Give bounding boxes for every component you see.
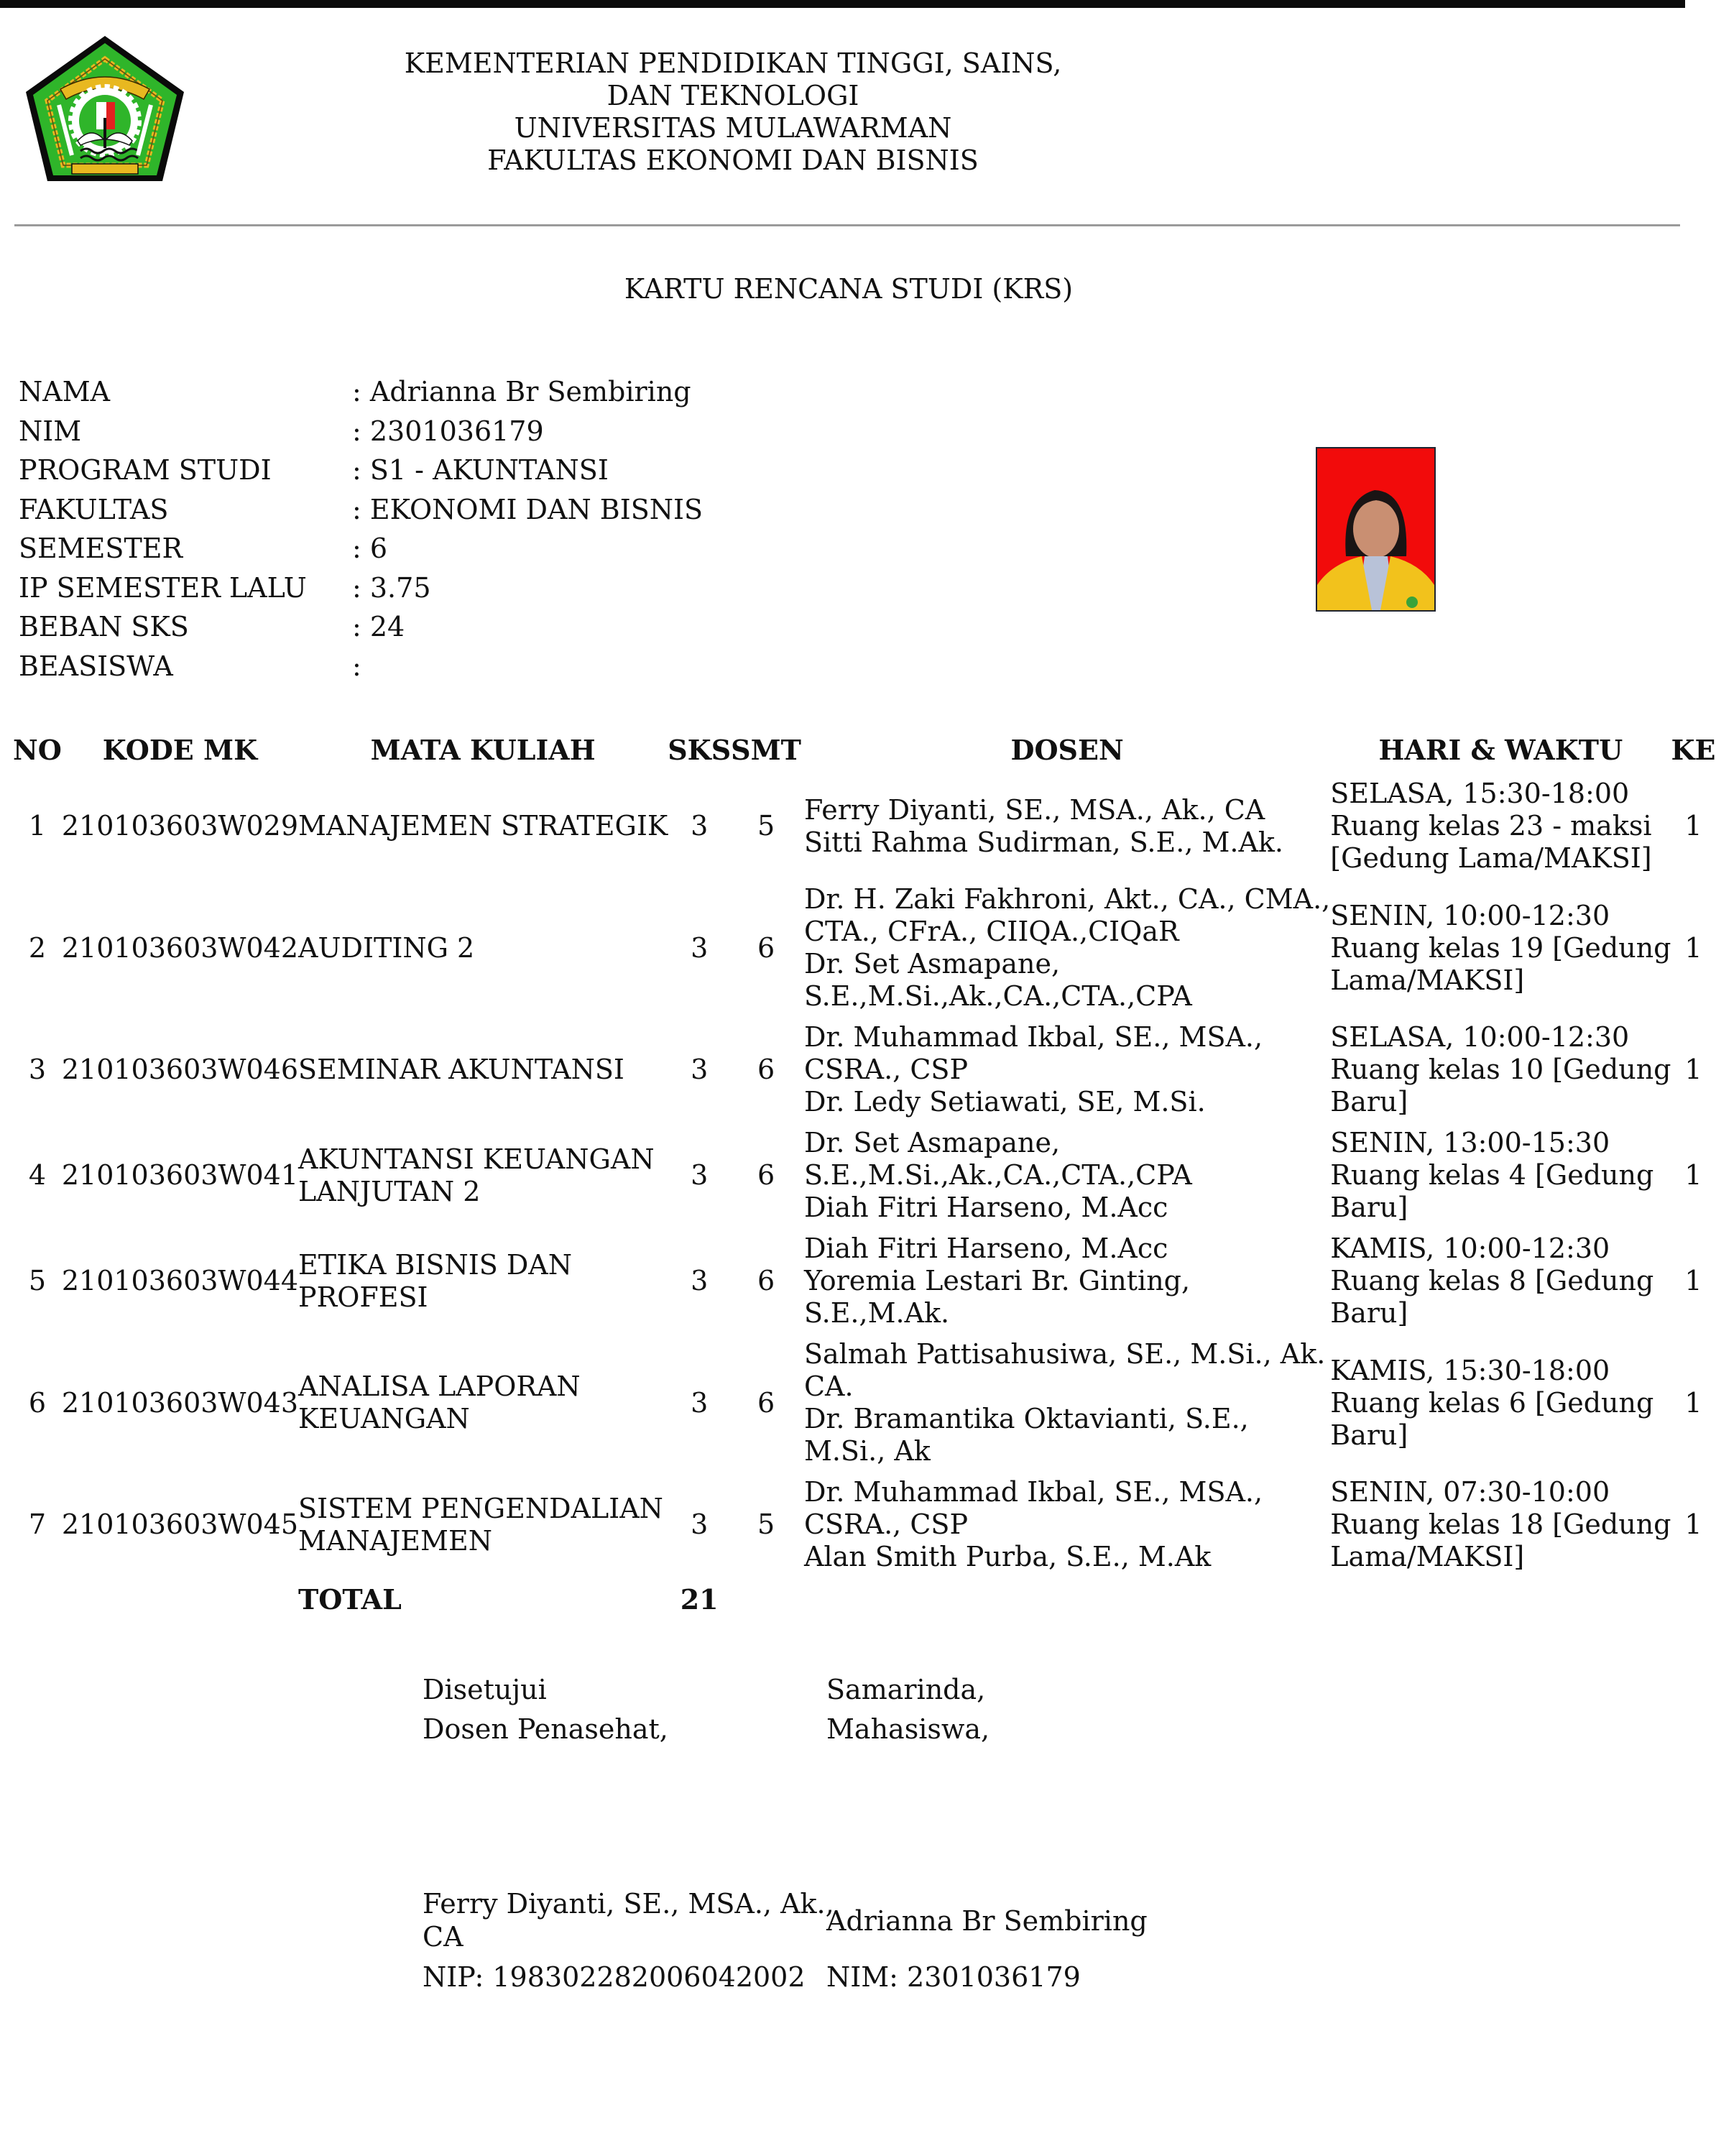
mata-kuliah-line: PROFESI bbox=[298, 1281, 428, 1313]
cell-kode: 210103603W046 bbox=[61, 1054, 299, 1085]
cell-ke: 1 bbox=[1684, 931, 1702, 964]
info-value: : bbox=[352, 650, 361, 682]
info-value: : EKONOMI DAN BISNIS bbox=[352, 493, 704, 525]
cell-kode: 210103603W029 bbox=[61, 810, 299, 842]
info-value: : Adrianna Br Sembiring bbox=[352, 376, 691, 407]
cell-mata-kuliah bbox=[298, 1017, 668, 1123]
table-row bbox=[13, 1472, 1716, 1577]
empty-cell bbox=[731, 1577, 801, 1621]
empty-cell bbox=[1330, 1577, 1671, 1621]
hari-waktu-line: Ruang kelas 23 - maksi bbox=[1330, 810, 1652, 842]
empty-cell bbox=[801, 1577, 1330, 1621]
dosen-line: Dr. Bramantika Oktavianti, S.E., bbox=[803, 1403, 1249, 1434]
cell-sks: 3 bbox=[691, 810, 709, 842]
dosen-line: Sitti Rahma Sudirman, S.E., M.Ak. bbox=[803, 826, 1284, 858]
mata-kuliah-line: MANAJEMEN bbox=[298, 1524, 492, 1557]
dosen-line: CSRA., CSP bbox=[803, 1508, 969, 1540]
university-crest-icon bbox=[22, 33, 188, 194]
cell-dosen bbox=[801, 773, 1330, 879]
student-portrait-icon bbox=[1317, 448, 1434, 610]
dosen-line: Dr. Muhammad Ikbal, SE., MSA., bbox=[803, 1021, 1263, 1053]
cell-mata-kuliah bbox=[298, 1228, 668, 1334]
hari-waktu-line: [Gedung Lama/MAKSI] bbox=[1330, 842, 1652, 874]
total-sks: 21 bbox=[680, 1583, 719, 1616]
cell-smt: 5 bbox=[757, 810, 775, 842]
dosen-line: M.Si., Ak bbox=[803, 1435, 931, 1467]
cell-mata-kuliah bbox=[298, 879, 668, 1017]
hari-waktu-line: Ruang kelas 4 [Gedung bbox=[1330, 1159, 1654, 1191]
cell-sks: 3 bbox=[691, 1508, 709, 1540]
cell-smt: 6 bbox=[757, 1386, 775, 1419]
cell-mata-kuliah bbox=[298, 1472, 668, 1577]
cell-kode: 210103603W041 bbox=[61, 1159, 299, 1191]
cell-hari-waktu bbox=[1330, 1472, 1671, 1577]
info-value: : 2301036179 bbox=[352, 415, 544, 447]
cell-ke: 1 bbox=[1684, 1508, 1702, 1540]
cell-no: 2 bbox=[28, 931, 47, 964]
signature-student-heading bbox=[826, 1670, 990, 1749]
cell-mata-kuliah bbox=[298, 773, 668, 879]
info-label: NAMA bbox=[19, 376, 111, 407]
header-line-ministry-cont: DAN TEKNOLOGI bbox=[606, 80, 859, 111]
info-label: BEBAN SKS bbox=[19, 611, 189, 642]
mata-kuliah-line: ANALISA LAPORAN bbox=[298, 1370, 581, 1402]
col-header-sks: SKS bbox=[668, 733, 732, 766]
cell-dosen bbox=[801, 879, 1330, 1017]
hari-waktu-line: SENIN, 13:00-15:30 bbox=[1330, 1127, 1610, 1158]
cell-dosen bbox=[801, 1472, 1330, 1577]
table-header-row bbox=[13, 726, 1716, 773]
total-row bbox=[13, 1577, 1716, 1621]
hari-waktu-line: Lama/MAKSI] bbox=[1330, 964, 1525, 996]
table-row bbox=[13, 773, 1716, 879]
cell-dosen bbox=[801, 1017, 1330, 1123]
col-header-ke: KE bbox=[1671, 733, 1716, 766]
hari-waktu-line: Ruang kelas 6 [Gedung bbox=[1330, 1386, 1654, 1419]
krs-table bbox=[13, 726, 1716, 1621]
dosen-line: Dr. Set Asmapane, bbox=[803, 948, 1061, 980]
student-photo bbox=[1316, 447, 1436, 612]
mata-kuliah-line: ETIKA BISNIS DAN bbox=[298, 1248, 572, 1281]
cell-hari-waktu bbox=[1330, 879, 1671, 1017]
table-row bbox=[13, 1017, 1716, 1123]
dosen-line: S.E.,M.Si.,Ak.,CA.,CTA.,CPA bbox=[803, 980, 1192, 1012]
mata-kuliah-line: KEUANGAN bbox=[298, 1403, 470, 1434]
table-row bbox=[13, 1334, 1716, 1472]
empty-cell bbox=[62, 1577, 298, 1621]
mata-kuliah-line: SISTEM PENGENDALIAN bbox=[298, 1492, 663, 1524]
signature-advisor-heading bbox=[423, 1670, 668, 1749]
advisor-name bbox=[423, 1887, 834, 1953]
institution-header bbox=[402, 47, 1064, 177]
cell-hari-waktu bbox=[1330, 1334, 1671, 1472]
hari-waktu-line: Baru] bbox=[1330, 1297, 1408, 1329]
cell-smt: 6 bbox=[757, 1054, 775, 1085]
col-header-hari-waktu: HARI & WAKTU bbox=[1378, 733, 1623, 766]
dosen-line: Dr. H. Zaki Fakhroni, Akt., CA., CMA., bbox=[803, 883, 1331, 915]
cell-sks: 3 bbox=[691, 1386, 709, 1419]
dosen-line: S.E.,M.Si.,Ak.,CA.,CTA.,CPA bbox=[803, 1159, 1192, 1191]
info-value: : 6 bbox=[352, 533, 388, 564]
table-row bbox=[13, 879, 1716, 1017]
cell-no: 3 bbox=[28, 1054, 47, 1085]
col-header-kode: KODE MK bbox=[102, 733, 258, 766]
student-name: Adrianna Br Sembiring bbox=[826, 1905, 1148, 1937]
cell-dosen bbox=[801, 1334, 1330, 1472]
dosen-line: Ferry Diyanti, SE., MSA., Ak., CA bbox=[803, 793, 1265, 826]
info-value: : 24 bbox=[352, 611, 405, 642]
cell-hari-waktu bbox=[1330, 1017, 1671, 1123]
hari-waktu-line: SELASA, 15:30-18:00 bbox=[1330, 778, 1630, 809]
info-label: SEMESTER bbox=[19, 533, 183, 564]
advisor-name-line: Ferry Diyanti, SE., MSA., Ak., bbox=[423, 1888, 834, 1920]
hari-waktu-line: Baru] bbox=[1330, 1192, 1408, 1223]
cell-smt: 6 bbox=[757, 1159, 775, 1191]
hari-waktu-line: SENIN, 07:30-10:00 bbox=[1330, 1476, 1610, 1508]
hari-waktu-line: SENIN, 10:00-12:30 bbox=[1330, 899, 1610, 931]
cell-no: 7 bbox=[28, 1508, 47, 1540]
place-label: Samarinda, bbox=[826, 1674, 986, 1705]
mata-kuliah-line: AUDITING 2 bbox=[298, 931, 475, 964]
dosen-line: Dr. Ledy Setiawati, SE, M.Si. bbox=[803, 1086, 1206, 1118]
approved-label: Disetujui bbox=[423, 1674, 547, 1705]
student-role-label: Mahasiswa, bbox=[826, 1713, 990, 1745]
hari-waktu-line: Ruang kelas 18 [Gedung bbox=[1330, 1508, 1671, 1540]
cell-no: 4 bbox=[28, 1159, 47, 1191]
dosen-line: CA. bbox=[803, 1370, 854, 1402]
hari-waktu-line: Lama/MAKSI] bbox=[1330, 1541, 1525, 1572]
dosen-line: Yoremia Lestari Br. Ginting, bbox=[803, 1265, 1191, 1296]
advisor-name-line: CA bbox=[423, 1921, 463, 1953]
col-header-dosen: DOSEN bbox=[1010, 733, 1124, 766]
hari-waktu-line: KAMIS, 15:30-18:00 bbox=[1330, 1354, 1610, 1386]
cell-kode: 210103603W043 bbox=[61, 1386, 299, 1419]
cell-ke: 1 bbox=[1684, 1265, 1702, 1296]
cell-hari-waktu bbox=[1330, 1123, 1671, 1228]
top-bar bbox=[0, 0, 1685, 8]
student-nim: NIM: 2301036179 bbox=[826, 1961, 1081, 1993]
cell-no: 6 bbox=[28, 1386, 47, 1419]
mata-kuliah-line: SEMINAR AKUNTANSI bbox=[298, 1054, 624, 1085]
dosen-line: Alan Smith Purba, S.E., M.Ak bbox=[803, 1541, 1212, 1572]
hari-waktu-line: Baru] bbox=[1330, 1419, 1408, 1451]
cell-ke: 1 bbox=[1684, 1159, 1702, 1191]
header-line-ministry: KEMENTERIAN PENDIDIKAN TINGGI, SAINS, bbox=[404, 47, 1062, 79]
col-header-smt: SMT bbox=[731, 733, 801, 766]
dosen-line: Salmah Pattisahusiwa, SE., M.Si., Ak. bbox=[803, 1338, 1326, 1370]
info-label: BEASISWA bbox=[19, 650, 173, 682]
header-divider bbox=[14, 224, 1680, 226]
hari-waktu-line: Ruang kelas 19 [Gedung bbox=[1330, 931, 1671, 964]
cell-sks: 3 bbox=[691, 1054, 709, 1085]
cell-no: 5 bbox=[28, 1265, 47, 1296]
dosen-line: Dr. Set Asmapane, bbox=[803, 1127, 1061, 1158]
total-label: TOTAL bbox=[298, 1583, 402, 1616]
cell-dosen bbox=[801, 1228, 1330, 1334]
cell-smt: 6 bbox=[757, 1265, 775, 1296]
header-line-faculty: FAKULTAS EKONOMI DAN BISNIS bbox=[487, 144, 979, 176]
table-row bbox=[13, 1123, 1716, 1228]
col-header-mata-kuliah: MATA KULIAH bbox=[370, 733, 596, 766]
mata-kuliah-line: AKUNTANSI KEUANGAN bbox=[298, 1143, 655, 1175]
dosen-line: Diah Fitri Harseno, M.Acc bbox=[803, 1233, 1168, 1264]
info-value: : 3.75 bbox=[352, 571, 431, 604]
cell-mata-kuliah bbox=[298, 1123, 668, 1228]
cell-ke: 1 bbox=[1684, 810, 1702, 842]
advisor-nip: NIP: 198302282006042002 bbox=[423, 1961, 806, 1993]
info-label: NIM bbox=[19, 415, 82, 447]
cell-mata-kuliah bbox=[298, 1334, 668, 1472]
cell-no: 1 bbox=[28, 810, 47, 842]
info-value: : S1 - AKUNTANSI bbox=[352, 454, 609, 486]
cell-dosen bbox=[801, 1123, 1330, 1228]
hari-waktu-line: Baru] bbox=[1330, 1086, 1408, 1118]
mata-kuliah-line: MANAJEMEN STRATEGIK bbox=[298, 810, 668, 842]
cell-smt: 6 bbox=[757, 931, 775, 964]
cell-sks: 3 bbox=[691, 1265, 709, 1296]
dosen-line: Diah Fitri Harseno, M.Acc bbox=[803, 1192, 1168, 1223]
hari-waktu-line: Ruang kelas 8 [Gedung bbox=[1330, 1265, 1654, 1296]
cell-hari-waktu bbox=[1330, 773, 1671, 879]
cell-sks: 3 bbox=[691, 931, 709, 964]
cell-kode: 210103603W045 bbox=[61, 1508, 299, 1540]
cell-sks: 3 bbox=[691, 1159, 709, 1191]
info-label: IP SEMESTER LALU bbox=[19, 571, 307, 604]
col-header-no: NO bbox=[13, 733, 62, 766]
info-label: FAKULTAS bbox=[19, 493, 169, 525]
mata-kuliah-line: LANJUTAN 2 bbox=[298, 1175, 481, 1207]
cell-hari-waktu bbox=[1330, 1228, 1671, 1334]
hari-waktu-line: KAMIS, 10:00-12:30 bbox=[1330, 1233, 1610, 1264]
table-row bbox=[13, 1228, 1716, 1334]
page-title: KARTU RENCANA STUDI (KRS) bbox=[624, 273, 1074, 305]
cell-ke: 1 bbox=[1684, 1054, 1702, 1085]
info-label: PROGRAM STUDI bbox=[19, 454, 272, 486]
cell-smt: 5 bbox=[757, 1508, 775, 1540]
cell-kode: 210103603W042 bbox=[61, 931, 299, 964]
cell-ke: 1 bbox=[1684, 1386, 1702, 1419]
empty-cell bbox=[1671, 1577, 1716, 1621]
cell-kode: 210103603W044 bbox=[61, 1265, 299, 1296]
empty-cell bbox=[13, 1577, 62, 1621]
header-line-university: UNIVERSITAS MULAWARMAN bbox=[514, 112, 952, 144]
dosen-line: Dr. Muhammad Ikbal, SE., MSA., bbox=[803, 1476, 1263, 1508]
hari-waktu-line: Ruang kelas 10 [Gedung bbox=[1330, 1054, 1671, 1085]
hari-waktu-line: SELASA, 10:00-12:30 bbox=[1330, 1021, 1630, 1053]
dosen-line: CTA., CFrA., CIIQA.,CIQaR bbox=[803, 916, 1179, 947]
dosen-line: CSRA., CSP bbox=[803, 1054, 969, 1085]
advisor-role-label: Dosen Penasehat, bbox=[423, 1713, 668, 1745]
dosen-line: S.E.,M.Ak. bbox=[803, 1297, 950, 1329]
